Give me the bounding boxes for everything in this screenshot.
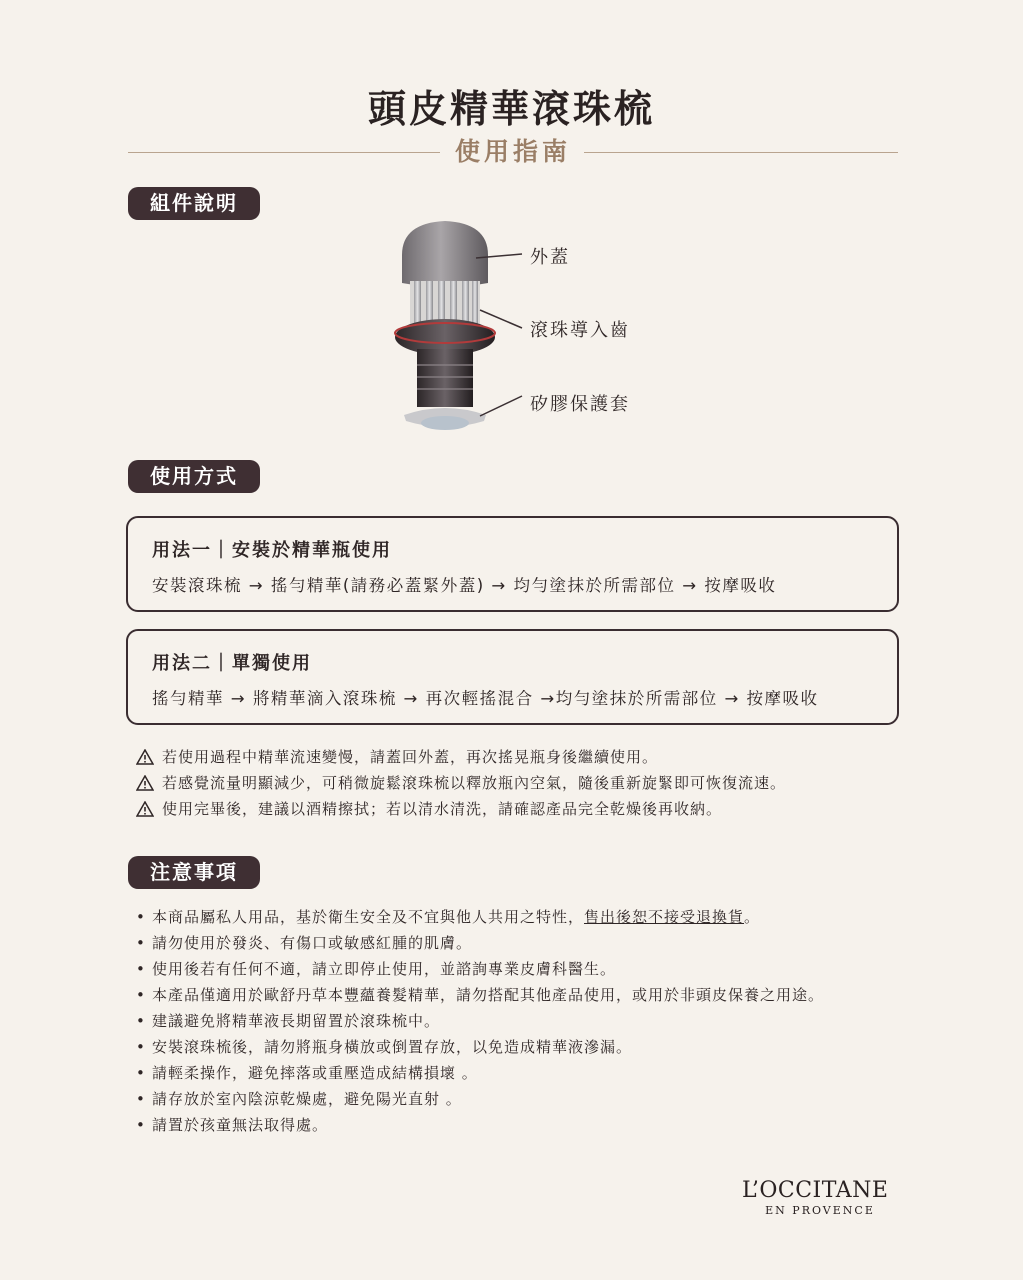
warning-row [136,797,722,821]
page-subtitle: 使用指南 [454,137,571,166]
list-item: • 請存放於室內陰涼乾燥處，避免陽光直射 。 [136,1090,462,1108]
notes-list [136,904,824,1138]
list-item: • 請置於孩童無法取得處。 [136,1116,329,1134]
page-title: 頭皮精華滾珠梳 [367,87,655,131]
brand-tagline: EN PROVENCE [765,1204,875,1217]
method-1-title: 用法一｜安裝於精華瓶使用 [152,540,392,561]
method-2-title: 用法二｜單獨使用 [152,653,312,674]
label-silicone-sleeve: 矽膠保護套 [530,394,630,415]
list-item: • 請勿使用於發炎、有傷口或敏感紅腫的肌膚。 [136,934,473,952]
method-2-steps: 搖勻精華 → 將精華滴入滾珠梳 → 再次輕搖混合 →均勻塗抹於所需部位 → 按摩吸收 [152,689,819,708]
warning-text: 若使用過程中精華流速變慢，請蓋回外蓋，再次搖晃瓶身後繼續使用。 [162,748,659,766]
section-heading-usage: 使用方式 [128,460,260,493]
section-heading-notes: 注意事項 [128,856,260,889]
usage-card-method-1 [126,516,899,612]
list-item: • 安裝滾珠梳後，請勿將瓶身橫放或倒置存放，以免造成精華液滲漏。 [136,1038,633,1056]
no-return-policy: 售出後恕不接受退換貨 [584,908,745,926]
warning-row [136,745,658,769]
label-cap: 外蓋 [530,247,570,268]
list-item: • 本產品僅適用於歐舒丹草本豐蘊養髮精華，請勿搭配其他產品使用，或用於非頭皮保養之用途。 [136,986,825,1004]
list-item: • 請輕柔操作，避免摔落或重壓造成結構損壞 。 [136,1064,478,1082]
method-1-steps: 安裝滾珠梳 → 搖勻精華(請務必蓋緊外蓋) → 均勻塗抹於所需部位 → 按摩吸收 [152,576,777,595]
body-shape [417,349,473,407]
brand-logo: L’OCCITANE [742,1178,889,1203]
usage-card-method-2 [126,629,899,725]
warning-icon [136,775,154,791]
leader-lines [470,240,530,430]
warning-text: 使用完畢後，建議以酒精擦拭；若以清水清洗，請確認產品完全乾燥後再收納。 [162,800,723,818]
subtitle-row [128,134,898,170]
warning-icon [136,749,154,765]
section-heading-components: 組件說明 [128,187,260,220]
label-roller-teeth: 滾珠導入齒 [530,320,630,341]
list-item: • 建議避免將精華液長期留置於滾珠梳中。 [136,1012,441,1030]
warning-text: 若感覺流量明顯減少，可稍微旋鬆滾珠梳以釋放瓶內空氣，隨後重新旋緊即可恢復流速。 [162,774,787,792]
list-item: • 本商品屬私人用品，基於衛生安全及不宜與他人共用之特性，售出後恕不接受退換貨。 [136,908,761,926]
warning-row [136,771,786,795]
warning-icon [136,801,154,817]
list-item: • 使用後若有任何不適，請立即停止使用，並諮詢專業皮膚科醫生。 [136,960,617,978]
